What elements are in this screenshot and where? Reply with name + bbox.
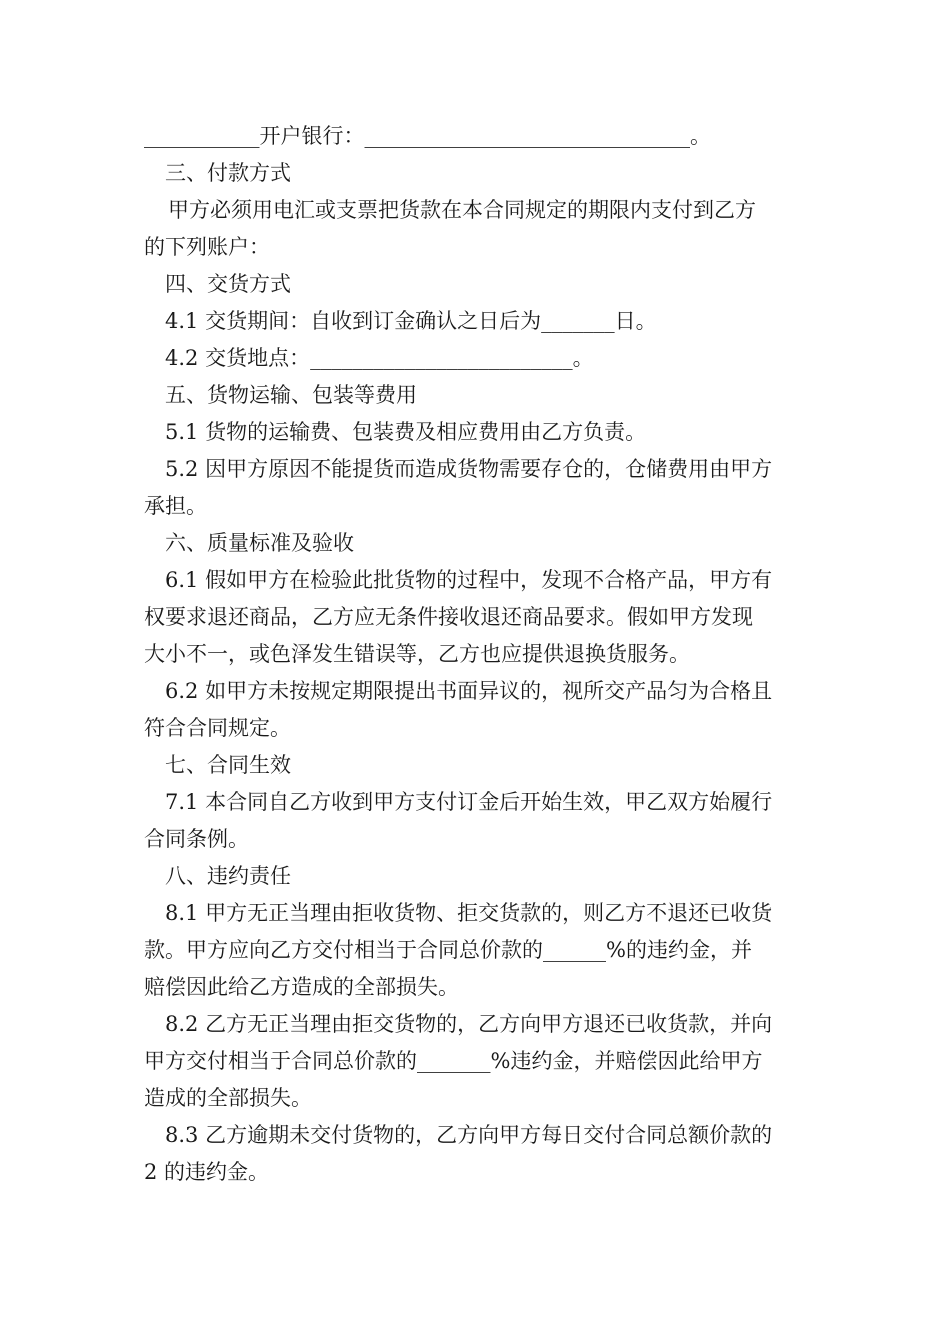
section-heading-quality: 六、质量标准及验收 [165, 531, 354, 555]
paragraph-line: 2 的违约金。 [144, 1160, 270, 1184]
clause-6-2: 6.2 如甲方未按规定期限提出书面异议的，视所交产品匀为合格且 [165, 679, 773, 703]
paragraph-line: 大小不一，或色泽发生错误等，乙方也应提供退换货服务。 [144, 642, 690, 666]
section-heading-payment: 三、付款方式 [165, 161, 291, 185]
clause-7-1: 7.1 本合同自乙方收到甲方支付订金后开始生效，甲乙双方始履行 [165, 790, 773, 814]
clause-8-2: 8.2 乙方无正当理由拒交货物的，乙方向甲方退还已收货款，并向 [165, 1012, 773, 1036]
paragraph-line: 承担。 [144, 494, 207, 518]
paragraph-line: 的下列账户： [144, 235, 270, 259]
section-heading-delivery: 四、交货方式 [165, 272, 291, 296]
contract-body [144, 118, 812, 1191]
paragraph-line: 赔偿因此给乙方造成的全部损失。 [144, 975, 459, 999]
section-heading-liability: 八、违约责任 [165, 864, 291, 888]
clause-4-1: 4.1 交货期间：自收到订金确认之日后为_______日。 [165, 309, 657, 333]
section-heading-transport: 五、货物运输、包装等费用 [165, 383, 417, 407]
clause-8-3: 8.3 乙方逾期未交付货物的，乙方向甲方每日交付合同总额价款的 [165, 1123, 773, 1147]
paragraph-line: 合同条例。 [144, 827, 249, 851]
bank-account-line: ___________开户银行：_______________________________。 [144, 124, 711, 148]
clause-4-2: 4.2 交货地点：_________________________。 [165, 346, 594, 370]
paragraph-line: 款。甲方应向乙方交付相当于合同总价款的______%的违约金，并 [144, 938, 752, 962]
clause-5-2: 5.2 因甲方原因不能提货而造成货物需要存仓的，仓储费用由甲方 [165, 457, 773, 481]
section-heading-effect: 七、合同生效 [165, 753, 291, 777]
paragraph-line: 符合合同规定。 [144, 716, 291, 740]
clause-5-1: 5.1 货物的运输费、包装费及相应费用由乙方负责。 [165, 420, 647, 444]
clause-6-1: 6.1 假如甲方在检验此批货物的过程中，发现不合格产品，甲方有 [165, 568, 773, 592]
paragraph-line: 甲方交付相当于合同总价款的_______%违约金，并赔偿因此给甲方 [144, 1049, 763, 1073]
paragraph-line: 甲方必须用电汇或支票把货款在本合同规定的期限内支付到乙方 [168, 198, 756, 222]
clause-8-1: 8.1 甲方无正当理由拒收货物、拒交货款的，则乙方不退还已收货 [165, 901, 773, 925]
paragraph-line: 造成的全部损失。 [144, 1086, 312, 1110]
paragraph-line: 权要求退还商品，乙方应无条件接收退还商品要求。假如甲方发现 [144, 605, 753, 629]
